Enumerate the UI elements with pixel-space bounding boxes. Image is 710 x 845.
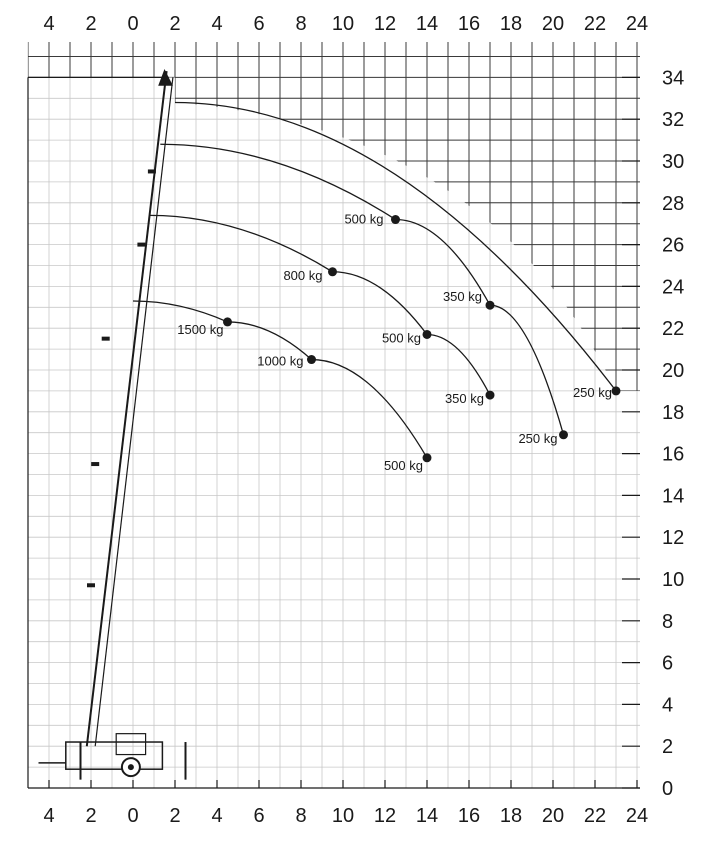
load-label: 500 kg xyxy=(381,330,421,346)
load-point xyxy=(391,215,400,224)
y-tick-label: 0 xyxy=(662,778,674,800)
load-label: 500 kg xyxy=(344,211,384,227)
load-label: 350 kg xyxy=(442,289,482,305)
boom-joint xyxy=(102,337,110,341)
load-curve-4 xyxy=(175,102,616,390)
y-tick-label: 12 xyxy=(662,527,685,550)
x-tick-label-bottom: 14 xyxy=(415,805,439,827)
load-label: 1000 kg xyxy=(257,353,304,369)
load-label: 250 kg xyxy=(572,384,612,400)
load-label: 350 kg xyxy=(444,391,484,407)
load-point xyxy=(328,267,337,276)
x-tick-label-top: 18 xyxy=(499,13,523,35)
x-tick-label-top: 2 xyxy=(169,13,181,35)
load-point xyxy=(486,391,495,400)
load-labels xyxy=(177,212,612,473)
x-tick-label-top: 20 xyxy=(541,13,565,35)
x-tick-label-top: 12 xyxy=(373,13,397,35)
x-tick-label-bottom: 20 xyxy=(541,805,565,827)
y-tick-label: 32 xyxy=(662,109,685,132)
load-point xyxy=(612,386,621,395)
x-tick-label-bottom: 10 xyxy=(331,805,355,827)
x-tick-label-top: 0 xyxy=(127,13,139,35)
boom-joint xyxy=(137,243,145,247)
outer-grid xyxy=(28,42,640,788)
y-tick-label: 16 xyxy=(662,443,685,466)
fine-grid xyxy=(28,42,640,788)
y-tick-label: 4 xyxy=(662,694,674,717)
boom-joint xyxy=(91,462,99,466)
x-tick-label-bottom: 6 xyxy=(253,805,265,827)
load-point xyxy=(307,355,316,364)
y-tick-label: 8 xyxy=(662,610,674,633)
x-tick-label-bottom: 8 xyxy=(295,805,307,827)
load-label: 1500 kg xyxy=(177,321,224,337)
wheel-hub xyxy=(128,764,134,770)
y-tick-label: 18 xyxy=(662,401,685,424)
boom-joint xyxy=(87,583,95,587)
x-tick-label-bottom: 22 xyxy=(583,805,607,827)
x-tick-label-bottom: 24 xyxy=(625,805,649,827)
y-tick-label: 10 xyxy=(662,569,685,591)
x-tick-label-top: 2 xyxy=(85,13,97,35)
x-tick-label-top: 10 xyxy=(331,13,355,35)
x-tick-label-bottom: 4 xyxy=(43,805,55,827)
x-tick-label-bottom: 12 xyxy=(373,805,397,827)
x-tick-label-top: 22 xyxy=(583,13,607,35)
x-tick-label-bottom: 2 xyxy=(85,805,97,827)
boom-joint xyxy=(148,169,156,173)
x-tick-label-bottom: 0 xyxy=(127,805,139,827)
y-tick-label: 20 xyxy=(662,360,685,382)
x-tick-label-top: 6 xyxy=(253,13,265,35)
x-tick-label-top: 4 xyxy=(211,13,223,35)
y-tick-label: 14 xyxy=(662,485,685,508)
x-tick-label-bottom: 16 xyxy=(457,805,481,827)
y-tick-label: 28 xyxy=(662,192,685,215)
y-tick-label: 30 xyxy=(662,151,685,173)
y-tick-label: 2 xyxy=(662,736,674,759)
y-tick-label: 34 xyxy=(662,67,685,90)
x-tick-label-top: 24 xyxy=(625,13,649,35)
y-tick-label: 6 xyxy=(662,652,674,675)
load-point xyxy=(486,301,495,310)
load-point xyxy=(223,317,232,326)
y-tick-label: 24 xyxy=(662,276,685,299)
x-tick-label-bottom: 18 xyxy=(499,805,523,827)
x-tick-label-bottom: 4 xyxy=(211,805,223,827)
x-tick-label-top: 8 xyxy=(295,13,307,35)
load-label: 800 kg xyxy=(283,267,323,283)
load-curve-2 xyxy=(150,215,490,395)
load-point xyxy=(423,453,432,462)
x-tick-label-top: 16 xyxy=(457,13,481,35)
load-curves xyxy=(133,102,616,457)
x-tick-label-top: 4 xyxy=(43,13,55,35)
load-label: 250 kg xyxy=(518,430,558,446)
x-tick-label-top: 14 xyxy=(415,13,439,35)
load-point xyxy=(423,330,432,339)
y-tick-label: 26 xyxy=(662,234,685,257)
load-label: 500 kg xyxy=(383,457,423,473)
cab xyxy=(116,734,145,755)
x-tick-label-bottom: 2 xyxy=(169,805,181,827)
y-tick-label: 22 xyxy=(662,318,685,341)
load-point xyxy=(559,430,568,439)
coarse-grid xyxy=(28,42,640,788)
